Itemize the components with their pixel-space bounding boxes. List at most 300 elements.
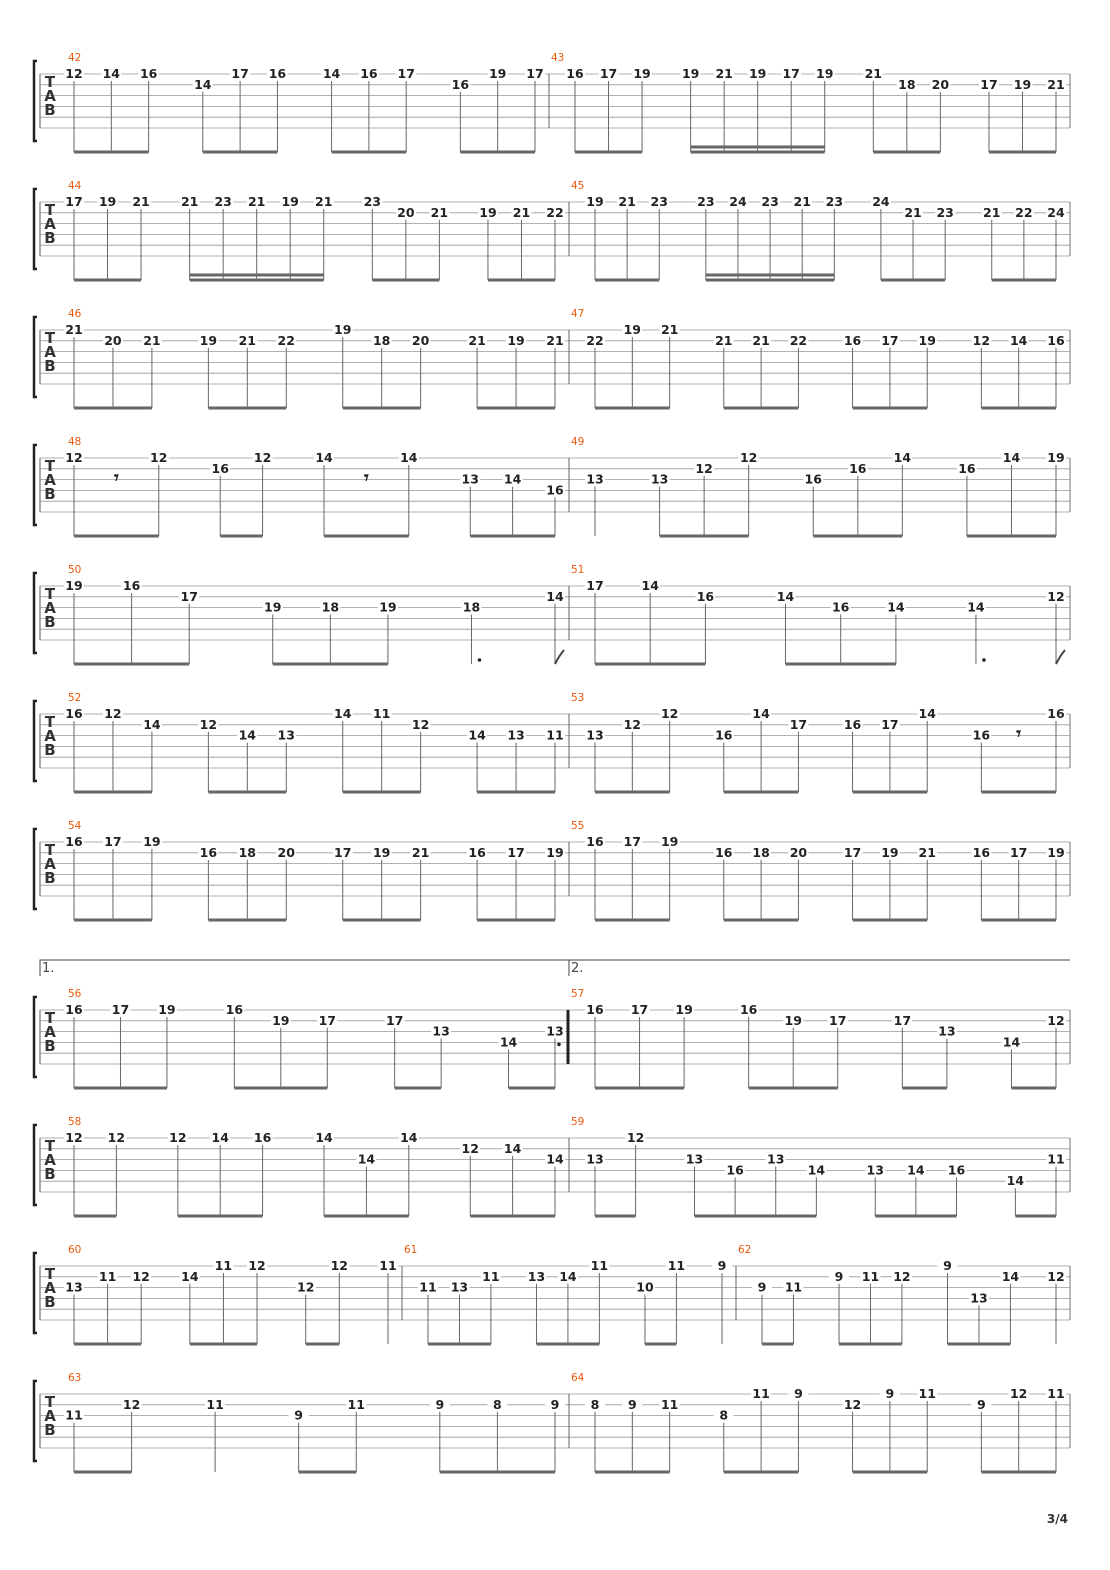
fret-number: 16	[958, 460, 976, 476]
fret-number: 19	[488, 66, 507, 81]
tab-clef-letter: B	[44, 740, 56, 759]
fret-number: 19	[158, 1002, 176, 1017]
fret-number: 9	[943, 1258, 952, 1273]
fret-number: 17	[231, 66, 249, 81]
beam-group	[585, 1002, 694, 1088]
fret-number: 23	[363, 194, 382, 209]
beam-group	[565, 66, 652, 152]
fret-number: 12	[660, 706, 679, 721]
fret-number: 14	[641, 578, 659, 593]
fret-number: 14	[918, 706, 936, 721]
beam-group	[971, 706, 1066, 792]
beam-group	[198, 845, 296, 920]
note-flag-icon	[1056, 650, 1065, 664]
fret-number: 19	[264, 599, 282, 615]
fret-number: 21	[180, 194, 199, 209]
measure	[551, 52, 1066, 152]
fret-number: 19	[546, 844, 564, 860]
fret-number: 14	[315, 1130, 333, 1145]
system-bracket	[34, 317, 37, 397]
beam-group	[585, 834, 680, 920]
measure-number: 49	[571, 436, 585, 448]
beam-group	[499, 1024, 565, 1088]
fret-number: 19	[98, 194, 117, 209]
fret-number: 13	[461, 471, 479, 487]
beam-group	[64, 1130, 126, 1216]
fret-number: 19	[586, 194, 604, 209]
eighth-rest-icon: 𝄾	[1016, 723, 1022, 745]
fret-number: 9	[550, 1396, 560, 1412]
tab-clef-letter: B	[44, 100, 56, 119]
measure-number: 51	[571, 564, 585, 576]
fret-number: 16	[586, 1002, 604, 1017]
fret-number: 12	[122, 1396, 141, 1412]
volta-bracket	[40, 960, 569, 976]
fret-number: 9	[834, 1268, 844, 1284]
beam-group	[64, 1002, 177, 1088]
measure	[64, 308, 565, 408]
fret-number: 19	[660, 834, 679, 849]
fret-number: 19	[681, 66, 700, 81]
fret-number: 12	[297, 1279, 315, 1295]
fret-number: 14	[546, 588, 564, 604]
fret-number: 16	[360, 66, 378, 81]
beam-group	[526, 1258, 609, 1344]
fret-number: 12	[107, 1130, 126, 1145]
beam-group	[843, 333, 938, 408]
fret-number: 14	[1006, 1173, 1025, 1189]
beam-group	[650, 450, 759, 536]
fret-number: 14	[807, 1162, 826, 1178]
fret-number: 14	[143, 716, 161, 732]
fret-number: 21	[315, 194, 333, 209]
fret-number: 11	[482, 1268, 500, 1284]
measure	[571, 308, 1066, 408]
fret-number: 13	[527, 1268, 546, 1284]
fret-number: 14	[357, 1151, 376, 1167]
tab-system	[34, 692, 1070, 792]
beam-group	[1046, 1269, 1066, 1344]
beam-group	[696, 194, 845, 280]
fret-number: 12	[65, 1130, 83, 1145]
tab-clef-letter: T	[44, 712, 56, 731]
tab-clef-letter: T	[44, 840, 56, 859]
tab-system	[34, 180, 1070, 280]
beam-group	[180, 1258, 267, 1344]
beam-group	[467, 845, 565, 920]
fret-number: 14	[503, 471, 522, 487]
system-bracket	[34, 1381, 37, 1461]
measure	[571, 564, 1066, 664]
fret-number: 24	[1047, 204, 1065, 220]
beam-group	[64, 706, 162, 792]
measure	[571, 1372, 1066, 1472]
measure-number: 57	[571, 988, 585, 1000]
measure-number: 56	[68, 988, 82, 1000]
measure-number: 45	[571, 180, 585, 192]
tab-clef-letter: A	[44, 854, 56, 873]
fret-number: 17	[318, 1012, 336, 1028]
beam-group	[333, 322, 431, 408]
fret-number: 17	[829, 1012, 847, 1028]
fret-number: 14	[211, 1130, 229, 1145]
beam-group	[863, 66, 950, 152]
fret-number: 24	[729, 194, 747, 209]
beam-group	[64, 322, 162, 408]
beam-group	[1046, 589, 1066, 664]
fret-number: 22	[789, 332, 808, 348]
fret-number: 13	[507, 727, 525, 743]
measure	[738, 1244, 1066, 1344]
measure-number: 55	[571, 820, 585, 832]
beam-group	[430, 1397, 565, 1472]
fret-number: 12	[1047, 588, 1065, 604]
fret-number: 16	[122, 578, 141, 593]
beam-group	[843, 706, 938, 792]
tab-clef-letter: T	[44, 456, 56, 475]
fret-number: 12	[972, 332, 991, 348]
fret-number: 14	[400, 1130, 418, 1145]
fret-number: 17	[881, 332, 899, 348]
fret-number: 17	[111, 1002, 130, 1017]
fret-number: 21	[238, 332, 257, 348]
tab-clef-letter: A	[44, 214, 56, 233]
beam-group	[843, 1386, 938, 1472]
fret-number: 9	[794, 1386, 803, 1401]
fret-number: 14	[967, 599, 985, 615]
fret-number: 11	[206, 1396, 224, 1412]
fret-number: 19	[272, 1012, 290, 1028]
beam-group	[585, 578, 715, 664]
measure	[64, 1372, 565, 1472]
fret-number: 16	[831, 599, 850, 615]
beam-group	[739, 1002, 848, 1088]
beam-group	[752, 1280, 803, 1344]
fret-number: 13	[866, 1162, 884, 1178]
fret-number: 20	[411, 332, 430, 348]
tab-clef-letter: T	[44, 328, 56, 347]
fret-number: 21	[793, 194, 811, 209]
fret-number: 13	[277, 727, 295, 743]
beam-group	[64, 578, 199, 664]
fret-number: 14	[503, 1140, 522, 1156]
fret-number: 12	[104, 706, 122, 721]
fret-number: 21	[1047, 76, 1065, 92]
beam-group	[585, 194, 669, 280]
fret-number: 23	[697, 194, 715, 209]
fret-number: 16	[65, 834, 83, 849]
fret-number: 11	[214, 1258, 233, 1273]
beam-group	[418, 1269, 501, 1344]
measure	[571, 180, 1066, 280]
fret-number: 14	[893, 450, 912, 465]
tab-clef-letter: A	[44, 1022, 56, 1041]
tab-clef-letter: B	[44, 228, 56, 247]
fret-number: 16	[268, 66, 287, 81]
fret-number: 16	[253, 1130, 272, 1145]
fret-number: 16	[804, 471, 822, 487]
system-bracket	[34, 1125, 37, 1205]
fret-number: 19	[1013, 76, 1032, 92]
measure-number: 46	[68, 308, 82, 320]
fret-number: 23	[761, 194, 779, 209]
tab-clef-letter: T	[44, 200, 56, 219]
beam-group	[971, 1386, 1066, 1472]
measure-number: 61	[404, 1244, 418, 1256]
fret-number: 19	[65, 578, 83, 593]
fret-number: 11	[65, 1407, 83, 1423]
fret-number: 16	[739, 1002, 758, 1017]
fret-number: 18	[238, 844, 257, 860]
fret-number: 11	[1047, 1386, 1065, 1401]
tab-system	[34, 1372, 1070, 1472]
fret-number: 17	[397, 66, 415, 81]
fret-number: 21	[715, 66, 733, 81]
fret-number: 19	[675, 1002, 693, 1017]
tab-clef-letter: B	[44, 868, 56, 887]
tab-system	[34, 1244, 1070, 1344]
beam-group	[64, 194, 151, 280]
tab-clef-letter: T	[44, 1392, 56, 1411]
beam-group	[64, 66, 159, 152]
fret-number: 17	[789, 716, 808, 732]
fret-number: 14	[238, 727, 257, 743]
fret-number: 13	[650, 471, 669, 487]
fret-number: 17	[623, 834, 642, 849]
tab-clef-letter: B	[44, 1292, 56, 1311]
beam-group	[460, 472, 565, 536]
measure	[40, 960, 569, 1088]
fret-number: 12	[65, 66, 83, 81]
fret-number: 19	[623, 322, 642, 337]
fret-number: 21	[247, 194, 266, 209]
fret-number: 16	[65, 706, 83, 721]
fret-number: 19	[1047, 450, 1065, 465]
fret-number: 21	[864, 66, 883, 81]
fret-number: 17	[507, 844, 525, 860]
tab-clef-letter: A	[44, 726, 56, 745]
tab-system	[34, 960, 1070, 1088]
tab-system	[34, 52, 1070, 152]
beam-group	[205, 1397, 225, 1472]
fret-number: 13	[450, 1279, 469, 1295]
note-flag-icon	[555, 650, 564, 664]
repeat-dot	[557, 1043, 561, 1047]
tab-clef-letter: T	[44, 1136, 56, 1155]
beam-group	[871, 194, 955, 280]
fret-number: 16	[715, 844, 733, 860]
beam-group	[865, 1162, 966, 1216]
tab-clef-letter: A	[44, 1150, 56, 1169]
fret-number: 12	[623, 716, 642, 732]
volta-label: 2.	[571, 961, 584, 976]
beam-group	[1005, 1152, 1066, 1216]
measure-number: 43	[551, 52, 565, 64]
beam-group	[714, 706, 809, 792]
tab-systems	[34, 52, 1070, 1472]
beam-group	[585, 472, 605, 536]
fret-number: 19	[143, 834, 161, 849]
volta-label: 1.	[42, 961, 55, 976]
fret-number: 21	[918, 844, 936, 860]
fret-number: 16	[972, 844, 991, 860]
beam-group	[198, 333, 296, 408]
tab-clef-letter: B	[44, 612, 56, 631]
tab-clef-letter: A	[44, 86, 56, 105]
page-number: 3/4	[1046, 1512, 1068, 1526]
fret-number: 14	[559, 1268, 577, 1284]
fret-number: 12	[248, 1258, 266, 1273]
beam-group	[193, 66, 288, 152]
beam-group	[314, 1130, 419, 1216]
fret-number: 8	[719, 1407, 729, 1423]
fret-number: 19	[379, 599, 397, 615]
fret-number: 9	[717, 1258, 727, 1273]
fret-number: 17	[843, 844, 862, 860]
fret-number: 12	[65, 450, 83, 465]
fret-number: 11	[98, 1268, 117, 1284]
beam-group	[180, 194, 334, 280]
beam-group	[378, 1258, 398, 1344]
fret-number: 16	[843, 332, 862, 348]
fret-number: 19	[881, 844, 899, 860]
beam-group	[545, 589, 565, 664]
fret-number: 19	[372, 844, 391, 860]
fret-number: 17	[881, 716, 899, 732]
fret-number: 13	[432, 1023, 450, 1039]
fret-number: 16	[849, 460, 867, 476]
fret-number: 14	[752, 706, 770, 721]
fret-number: 11	[667, 1258, 686, 1273]
beam-group	[467, 728, 565, 792]
fret-number: 16	[947, 1162, 966, 1178]
tab-system	[34, 1116, 1070, 1216]
fret-number: 11	[918, 1386, 936, 1401]
volta-bracket	[569, 960, 1070, 976]
fret-number: 16	[546, 482, 564, 498]
beam-group	[385, 1013, 451, 1088]
tab-system	[34, 820, 1070, 920]
fret-number: 18	[372, 332, 391, 348]
system-bracket	[34, 997, 37, 1077]
fret-number: 13	[938, 1023, 956, 1039]
beam-group	[263, 600, 398, 664]
beam-group	[681, 66, 835, 152]
fret-number: 19	[199, 332, 218, 348]
fret-number: 16	[566, 66, 584, 81]
fret-number: 14	[334, 706, 352, 721]
beam-group	[938, 1258, 1021, 1344]
fret-number: 19	[479, 204, 497, 220]
beam-group	[775, 589, 905, 664]
fret-number: 14	[546, 1151, 564, 1167]
fret-number: 17	[65, 194, 83, 209]
fret-number: 21	[65, 322, 83, 337]
eighth-rest-icon: 𝄾	[113, 467, 119, 489]
fret-number: 16	[586, 834, 604, 849]
tab-clef-letter: B	[44, 356, 56, 375]
fret-number: 21	[983, 204, 1001, 220]
fret-number: 19	[334, 322, 352, 337]
fret-number: 12	[330, 1258, 349, 1273]
beam-group	[64, 1397, 142, 1472]
fret-number: 11	[660, 1396, 679, 1412]
fret-number: 17	[1009, 844, 1028, 860]
fret-number: 17	[893, 1012, 912, 1028]
fret-number: 14	[499, 1034, 518, 1050]
fret-number: 22	[1015, 204, 1033, 220]
fret-number: 19	[784, 1012, 802, 1028]
beam-group	[585, 1397, 680, 1472]
fret-number: 18	[462, 599, 481, 615]
fret-number: 13	[586, 1151, 604, 1167]
fret-number: 21	[430, 204, 449, 220]
fret-number: 16	[843, 716, 862, 732]
fret-number: 23	[936, 204, 954, 220]
tab-clef-letter: A	[44, 470, 56, 489]
tab-clef-letter: A	[44, 342, 56, 361]
fret-number: 13	[586, 727, 604, 743]
fret-number: 12	[411, 716, 430, 732]
tab-clef-letter: T	[44, 72, 56, 91]
eighth-rest-icon: 𝄾	[364, 467, 369, 489]
beam-group	[210, 450, 272, 536]
tab-clef-letter: B	[44, 484, 56, 503]
measure	[571, 1116, 1066, 1216]
beam-group	[829, 1269, 912, 1344]
beam-group	[289, 1397, 367, 1472]
fret-number: 14	[1002, 1034, 1021, 1050]
fret-number: 14	[468, 727, 486, 743]
measure	[64, 1244, 398, 1344]
fret-number: 11	[379, 1258, 397, 1273]
beam-group	[333, 706, 431, 792]
fret-number: 17	[630, 1002, 649, 1017]
beam-group	[971, 845, 1066, 920]
fret-number: 9	[294, 1407, 304, 1423]
fret-number: 21	[143, 332, 161, 348]
tab-clef-letter: B	[44, 1036, 56, 1055]
tab-system	[34, 308, 1070, 408]
fret-number: 16	[139, 66, 158, 81]
measure	[571, 436, 1066, 536]
fret-number: 9	[757, 1279, 767, 1295]
beam-group	[314, 450, 419, 536]
measure	[569, 960, 1070, 1088]
measure-number: 62	[738, 1244, 752, 1256]
measure-number: 44	[68, 180, 82, 192]
beam-group	[957, 450, 1066, 536]
measure	[64, 1116, 565, 1216]
fret-number: 21	[468, 332, 486, 348]
beam-group	[478, 205, 565, 280]
fret-number: 14	[887, 599, 905, 615]
beam-group	[714, 333, 809, 408]
fret-number: 20	[104, 332, 122, 348]
measure-number: 50	[68, 564, 82, 576]
fret-number: 16	[726, 1162, 744, 1178]
fret-number: 17	[385, 1012, 404, 1028]
fret-number: 12	[169, 1130, 187, 1145]
fret-number: 11	[861, 1268, 880, 1284]
fret-number: 23	[650, 194, 668, 209]
fret-number: 22	[586, 332, 604, 348]
beam-group	[224, 1002, 337, 1088]
fret-number: 18	[321, 599, 340, 615]
fret-number: 21	[512, 204, 531, 220]
system-bracket	[34, 701, 37, 781]
tab-clef-letter: T	[44, 1264, 56, 1283]
